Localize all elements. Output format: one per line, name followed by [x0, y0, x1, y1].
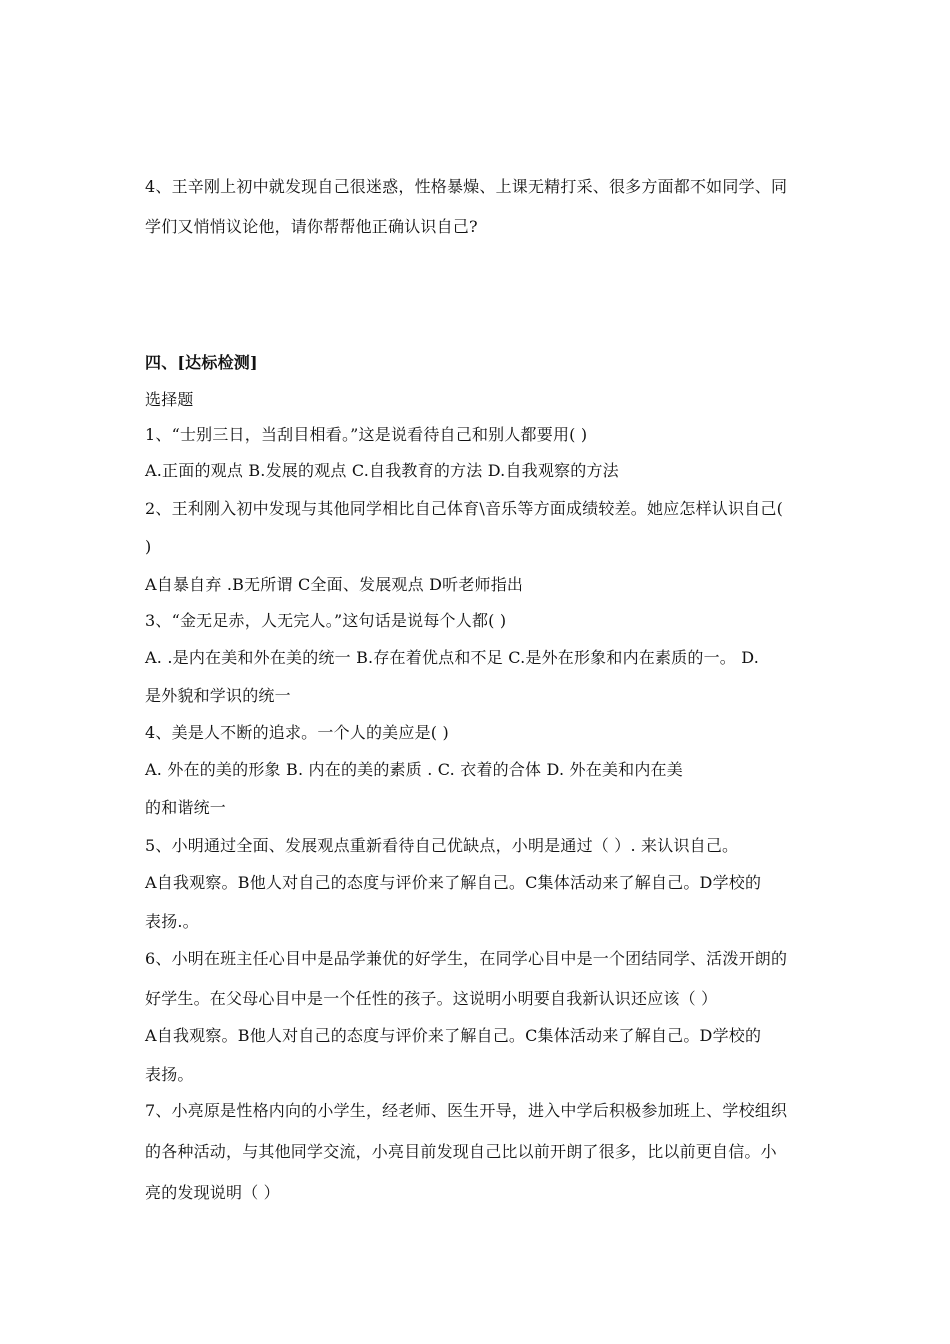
q6-options-cont: 表扬。: [145, 1065, 194, 1084]
q3-options: A. .是内在美和外在美的统一 B.存在着优点和不足 C.是外在形象和内在素质的一。 D.: [145, 648, 760, 667]
q5-options: A自我观察。B他人对自己的态度与评价来了解自己。C集体活动来了解自己。D学校的: [145, 873, 762, 892]
section-title: 四、[达标检测]: [145, 353, 258, 372]
q4-stem: 4、美是人不断的追求。一个人的美应是( ): [145, 723, 449, 742]
subsection-title: 选择题: [145, 390, 194, 409]
q4-options-cont: 的和谐统一: [145, 798, 227, 817]
q3-stem: 3、“金无足赤，人无完人。”这句话是说每个人都( ): [145, 611, 507, 630]
question-4-open-line-2: 学们又悄悄议论他，请你帮帮他正确认识自己?: [145, 217, 478, 236]
q7-stem-cont-2: 亮的发现说明（ ）: [145, 1183, 280, 1202]
q1-stem: 1、“士别三日，当刮目相看。”这是说看待自己和别人都要用( ): [145, 425, 588, 444]
q6-stem-cont: 好学生。在父母心目中是一个任性的孩子。这说明小明要自我新认识还应该（ ）: [145, 989, 718, 1008]
q1-options: A.正面的观点 B.发展的观点 C.自我教育的方法 D.自我观察的方法: [145, 461, 619, 480]
q7-stem: 7、小亮原是性格内向的小学生，经老师、医生开导，进入中学后积极参加班上、学校组织: [145, 1101, 788, 1120]
q2-stem: 2、王利刚入初中发现与其他同学相比自己体育\音乐等方面成绩较差。她应怎样认识自己(: [145, 499, 784, 518]
q6-stem: 6、小明在班主任心目中是品学兼优的好学生，在同学心目中是一个团结同学、活泼开朗的: [145, 949, 788, 968]
q5-options-cont: 表扬.。: [145, 912, 199, 931]
q7-stem-cont: 的各种活动，与其他同学交流，小亮目前发现自己比以前开朗了很多，比以前更自信。小: [145, 1142, 777, 1161]
q6-options: A自我观察。B他人对自己的态度与评价来了解自己。C集体活动来了解自己。D学校的: [145, 1026, 762, 1045]
q4-options: A. 外在的美的形象 B. 内在的美的素质 . C. 衣着的合体 D. 外在美和内在美: [145, 760, 683, 779]
q2-stem-cont: ): [145, 537, 152, 556]
q2-options: A自暴自弃 .B无所谓 C全面、发展观点 D听老师指出: [145, 575, 524, 594]
q3-options-cont: 是外貌和学识的统一: [145, 686, 291, 705]
question-4-open-line-1: 4、王辛刚上初中就发现自己很迷惑，性格暴燥、上课无精打采、很多方面都不如同学、同: [145, 177, 788, 196]
q5-stem: 5、小明通过全面、发展观点重新看待自己优缺点，小明是通过（ ）. 来认识自己。: [145, 836, 739, 855]
